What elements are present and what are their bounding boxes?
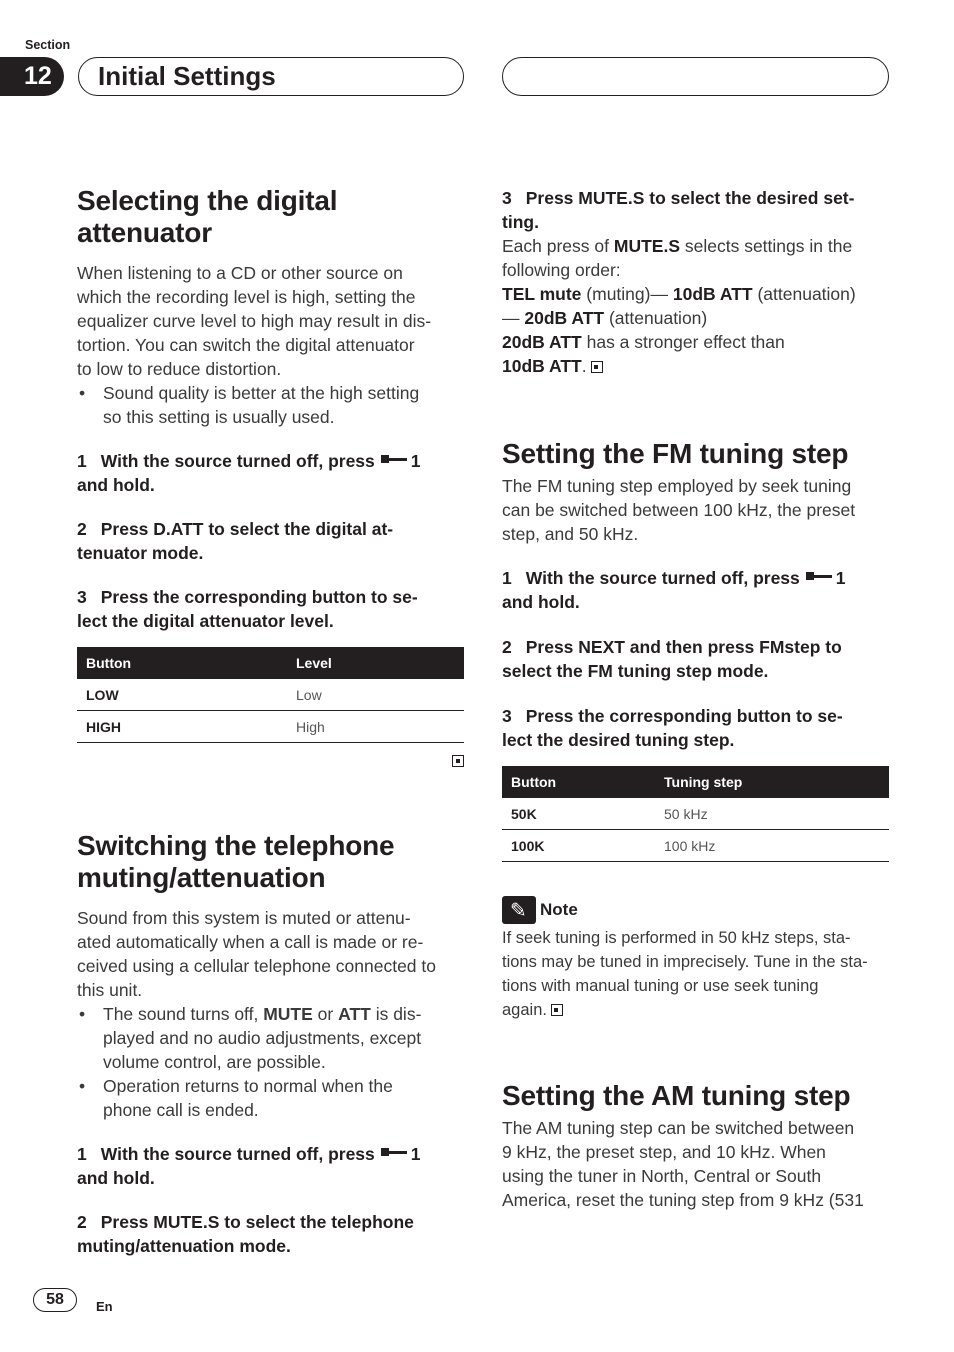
step-1: 1 With the source turned off, press 1 and hold.: [77, 1144, 421, 1188]
am-tuning-step-section: [502, 1080, 889, 1212]
section-heading: Selecting the digital attenuator: [77, 185, 338, 248]
table-row: 50K 50 kHz: [502, 798, 889, 830]
intro-paragraph: The AM tuning step can be switched between 9 kHz, the preset step, and 10 kHz. When using the tuner in North, Central or South America, reset the tuning step from 9 kHz (531: [502, 1118, 864, 1210]
end-mark-icon: [452, 755, 464, 767]
note-header: ✎Note: [502, 896, 889, 924]
chapter-title: Initial Settings: [98, 61, 276, 91]
source-button-icon: [381, 1148, 407, 1158]
source-button-icon: [806, 572, 832, 582]
section-heading: Setting the AM tuning step: [502, 1080, 851, 1111]
header-empty-box: [502, 57, 889, 96]
source-button-icon: [381, 455, 407, 465]
step-3: 3 Press the corresponding button to se- lect the digital attenuator level.: [77, 587, 418, 631]
left-column: [77, 185, 464, 1258]
note-text: If seek tuning is performed in 50 kHz steps, sta- tions may be tuned in imprecisely. Tune in the sta- tions with manual tuning or use seek tuning again.: [502, 929, 868, 1019]
table-row: HIGH High: [77, 711, 464, 743]
list-item: • The sound turns off, MUTE or ATT is dis- played and no audio adjustments, except volume control, are possible.: [77, 1002, 464, 1074]
section-label: Section: [25, 38, 71, 52]
table-row: 100K 100 kHz: [502, 830, 889, 862]
step-1: 1 With the source turned off, press 1 and hold.: [77, 451, 421, 495]
fm-tuning-step-table: [502, 766, 889, 862]
step-2: 2 Press MUTE.S to select the telephone muting/attenuation mode.: [77, 1212, 414, 1256]
section-heading: Switching the telephone muting/attenuation: [77, 830, 395, 893]
right-column: [502, 186, 889, 1212]
bullet-list: [77, 1002, 464, 1122]
header-title-box: [78, 57, 464, 96]
note-pencil-icon: [502, 896, 536, 924]
end-mark-icon: [591, 361, 603, 373]
section-number: 12: [0, 57, 64, 96]
table-row: LOW Low: [77, 679, 464, 711]
table-header-row: Button Tuning step: [502, 766, 889, 798]
list-item: • Sound quality is better at the high setting so this setting is usually used.: [77, 381, 464, 429]
step-1: 1 With the source turned off, press 1 and hold.: [502, 568, 846, 612]
telephone-muting-section: [77, 830, 464, 1258]
page-number: 58: [33, 1288, 77, 1312]
table-header-row: Button Level: [77, 647, 464, 679]
step-3: 3 Press the corresponding button to se- lect the desired tuning step.: [502, 706, 843, 750]
intro-paragraph: When listening to a CD or other source on which the recording level is high, setting the equalizer curve level to high may result in dis- tortion. You can switch the digital attenuator to low to reduce distortion.: [77, 263, 432, 379]
bullet-list: [77, 381, 464, 429]
section-heading: Setting the FM tuning step: [502, 438, 849, 469]
step-3: 3 Press MUTE.S to select the desired set- ting.: [502, 188, 855, 232]
step-2: 2 Press NEXT and then press FMstep to select the FM tuning step mode.: [502, 637, 842, 681]
list-item: • Operation returns to normal when the phone call is ended.: [77, 1074, 464, 1122]
language-code: En: [96, 1299, 113, 1314]
attenuator-level-table: [77, 647, 464, 743]
intro-paragraph: Sound from this system is muted or attenu- ated automatically when a call is made or re- ceived using a cellular telephone connected to this unit.: [77, 908, 436, 1000]
mute-step-3: [502, 186, 889, 378]
end-mark-icon: [551, 1004, 563, 1016]
digital-attenuator-section: [77, 185, 464, 771]
fm-tuning-step-section: [502, 438, 889, 1022]
order-paragraph: Each press of MUTE.S selects settings in the following order: TEL mute (muting)— 10dB ATT (attenuation) — 20dB ATT (attenuation) 20dB ATT has a stronger effect than 10dB ATT.: [502, 236, 856, 376]
intro-paragraph: The FM tuning step employed by seek tuning can be switched between 100 kHz, the preset step, and 50 kHz.: [502, 476, 856, 544]
step-2: 2 Press D.ATT to select the digital at- tenuator mode.: [77, 519, 394, 563]
